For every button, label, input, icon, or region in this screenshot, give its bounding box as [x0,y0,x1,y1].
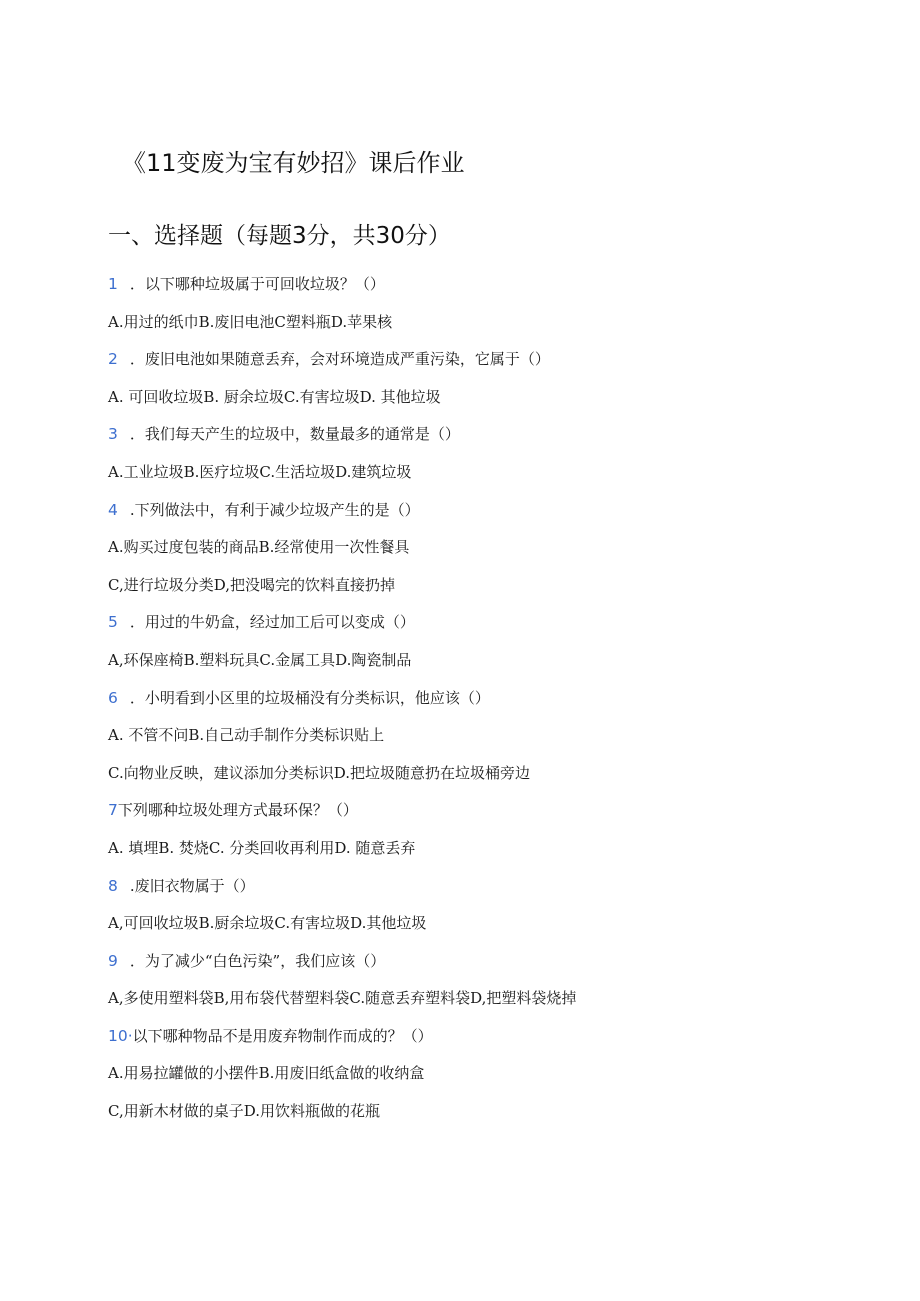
question-5 [108,604,888,642]
question-number: 5 [108,613,118,632]
question-2 [108,341,888,379]
question-3 [108,416,888,454]
question-6 [108,680,888,718]
question-number: 9 [108,951,118,970]
question-text: 下列哪种垃圾处理方式最环保？（） [117,801,358,820]
question-4 [108,492,888,530]
question-text: 以下哪种物品不是用废弃物制作而成的？（） [132,1026,433,1045]
question-text: ．为了减少“白色污染”，我们应该（） [129,951,386,970]
question-2-options: A. 可回收垃圾B. 厨余垃圾C.有害垃圾D. 其他垃圾 [108,387,441,406]
question-number: 8 [108,876,118,895]
question-3-options: A.工业垃圾B.医疗垃圾C.生活垃圾D.建筑垃圾 [108,462,412,481]
question-4-options-a-b: A.购买过度包装的商品B.经常使用一次性餐具 [108,538,410,557]
question-number: 1 [108,275,118,293]
question-7 [108,792,888,830]
question-10 [108,1018,888,1056]
question-number: 4 [108,500,118,519]
question-text: ．以下哪种垃圾属于可回收垃圾？（） [129,275,385,293]
document-title: 《11变废为宝有妙招》课后作业 [122,149,465,177]
question-text: ．用过的牛奶盒，经过加工后可以变成（） [129,613,415,632]
question-7-options: A. 填埋B. 焚烧C. 分类回收再利用D. 随意丢弃 [108,838,416,857]
question-6-options-c-d: C.向物业反映，建议添加分类标识D.把垃圾随意扔在垃圾桶旁边 [108,763,530,782]
question-number: 7 [108,801,118,820]
question-5-options: A,环保座椅B.塑料玩具C.金属工具D.陶瓷制品 [108,650,412,669]
question-10-options-a-b: A.用易拉罐做的小摆件B.用废旧纸盒做的收纳盒 [108,1064,425,1083]
question-4-options-c-d: C,进行垃圾分类D,把没喝完的饮料直接扔掉 [108,575,395,594]
question-number: 6 [108,688,118,707]
question-number: 10· [108,1026,133,1045]
question-text: .废旧衣物属于（） [129,876,255,895]
question-number: 2 [108,350,118,369]
question-10-options-c-d: C,用新木材做的桌子D.用饮料瓶做的花瓶 [108,1102,380,1121]
question-9 [108,943,888,981]
section-heading: 一、选择题（每题3分，共30分） [108,223,451,249]
question-1-options: A.用过的纸巾B.废旧电池C塑料瓶D.苹果核 [108,312,393,331]
question-list [108,266,888,1131]
question-8 [108,868,888,906]
question-text: .下列做法中，有利于减少垃圾产生的是（） [129,500,420,519]
question-text: ．废旧电池如果随意丢弃，会对环境造成严重污染，它属于（） [129,350,550,369]
question-6-options-a-b: A. 不管不问B.自己动手制作分类标识贴上 [108,726,385,745]
question-text: ．我们每天产生的垃圾中，数量最多的通常是（） [129,425,460,444]
question-text: ．小明看到小区里的垃圾桶没有分类标识，他应该（） [129,688,490,707]
question-8-options: A,可回收垃圾B.厨余垃圾C.有害垃圾D.其他垃圾 [108,914,427,933]
question-9-options: A,多使用塑料袋B,用布袋代替塑料袋C.随意丢弃塑料袋D,把塑料袋烧掉 [108,989,577,1008]
question-1 [108,266,888,304]
question-number: 3 [108,425,118,444]
